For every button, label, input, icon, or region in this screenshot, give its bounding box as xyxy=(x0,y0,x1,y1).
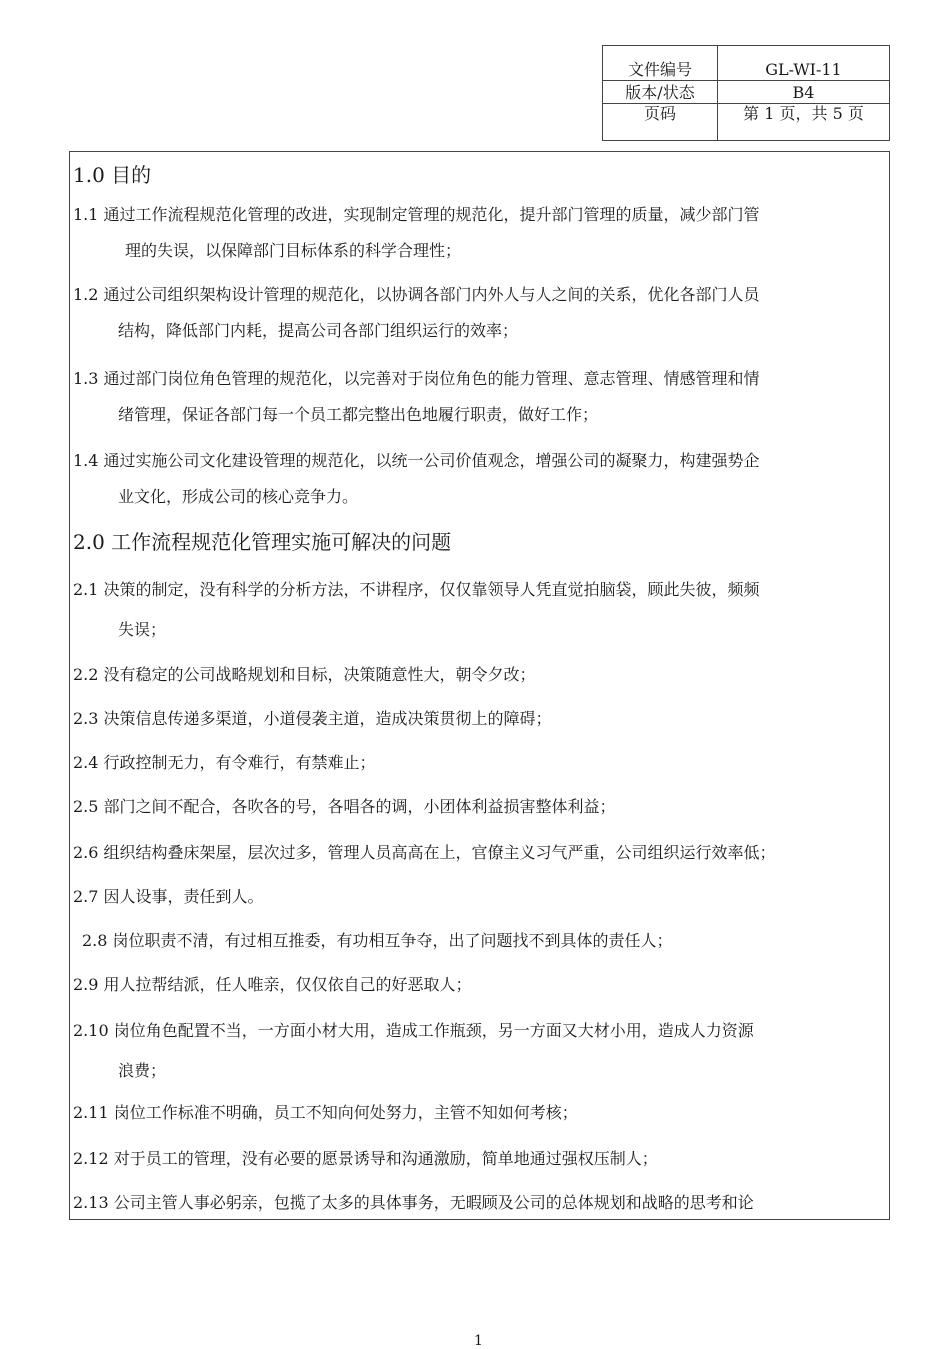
list-item-2-3: 2.3 决策信息传递多渠道，小道侵袭主道，造成决策贯彻上的障碍； xyxy=(73,709,552,728)
page-label: 页码 xyxy=(603,104,718,141)
document-body xyxy=(69,151,890,1220)
section-title-purpose: 1.0 目的 xyxy=(73,163,152,187)
list-item-1-2-cont: 结构，降低部门内耗，提高公司各部门组织运行的效率； xyxy=(118,321,519,340)
list-item-2-11: 2.11 岗位工作标准不明确，员工不知向何处努力，主管不知如何考核； xyxy=(73,1103,578,1122)
doc-no-value: GL-WI-11 xyxy=(718,46,890,81)
list-item-2-12: 2.12 对于员工的管理，没有必要的愿景诱导和沟通激励，简单地通过强权压制人； xyxy=(73,1149,658,1168)
version-value: B4 xyxy=(718,81,890,104)
list-item-2-5: 2.5 部门之间不配合，各吹各的号，各唱各的调，小团体利益损害整体利益； xyxy=(73,797,616,816)
list-item-1-2: 1.2 通过公司组织架构设计管理的规范化，以协调各部门内外人与人之间的关系，优化各部门人员 xyxy=(73,285,760,304)
list-item-1-4-cont: 业文化，形成公司的核心竞争力。 xyxy=(118,487,359,506)
list-item-2-1-cont: 失误； xyxy=(118,620,167,639)
list-item-1-4: 1.4 通过实施公司文化建设管理的规范化，以统一公司价值观念，增强公司的凝聚力，构建强势企 xyxy=(73,451,760,470)
list-item-2-1: 2.1 决策的制定，没有科学的分析方法，不讲程序，仅仅靠领导人凭直觉拍脑袋，顾此失彼，频频 xyxy=(73,580,760,599)
list-item-1-3: 1.3 通过部门岗位角色管理的规范化，以完善对于岗位角色的能力管理、意志管理、情感管理和情 xyxy=(73,369,760,388)
list-item-1-1: 1.1 通过工作流程规范化管理的改进，实现制定管理的规范化，提升部门管理的质量，减少部门管 xyxy=(73,205,760,224)
list-item-2-8: 2.8 岗位职责不清，有过相互推委，有功相互争夺，出了问题找不到具体的责任人； xyxy=(82,931,673,950)
section-title-problems: 2.0 工作流程规范化管理实施可解决的问题 xyxy=(73,530,452,554)
page-value: 第 1 页，共 5 页 xyxy=(718,104,890,141)
list-item-2-10-cont: 浪费； xyxy=(118,1061,167,1080)
page-number: 1 xyxy=(474,1333,483,1349)
list-item-1-1-cont: 理的失误，以保障部门目标体系的科学合理性； xyxy=(125,241,462,260)
document-header-table xyxy=(602,45,890,141)
list-item-2-10: 2.10 岗位角色配置不当，一方面小材大用，造成工作瓶颈，另一方面又大材小用，造成人力资源 xyxy=(73,1021,754,1040)
list-item-1-3-cont: 绪管理，保证各部门每一个员工都完整出色地履行职责，做好工作； xyxy=(118,405,599,424)
doc-no-label: 文件编号 xyxy=(603,46,718,81)
list-item-2-13: 2.13 公司主管人事必躬亲，包揽了太多的具体事务，无暇顾及公司的总体规划和战略的思考和论 xyxy=(73,1193,754,1212)
list-item-2-6: 2.6 组织结构叠床架屋，层次过多，管理人员高高在上，官僚主义习气严重，公司组织运行效率低； xyxy=(73,843,776,862)
version-label: 版本/状态 xyxy=(603,81,718,104)
list-item-2-9: 2.9 用人拉帮结派，任人唯亲，仅仅依自己的好恶取人； xyxy=(73,975,472,994)
list-item-2-7: 2.7 因人设事，责任到人。 xyxy=(73,887,264,906)
list-item-2-2: 2.2 没有稳定的公司战略规划和目标，决策随意性大，朝令夕改； xyxy=(73,665,536,684)
list-item-2-4: 2.4 行政控制无力，有令难行，有禁难止； xyxy=(73,753,376,772)
